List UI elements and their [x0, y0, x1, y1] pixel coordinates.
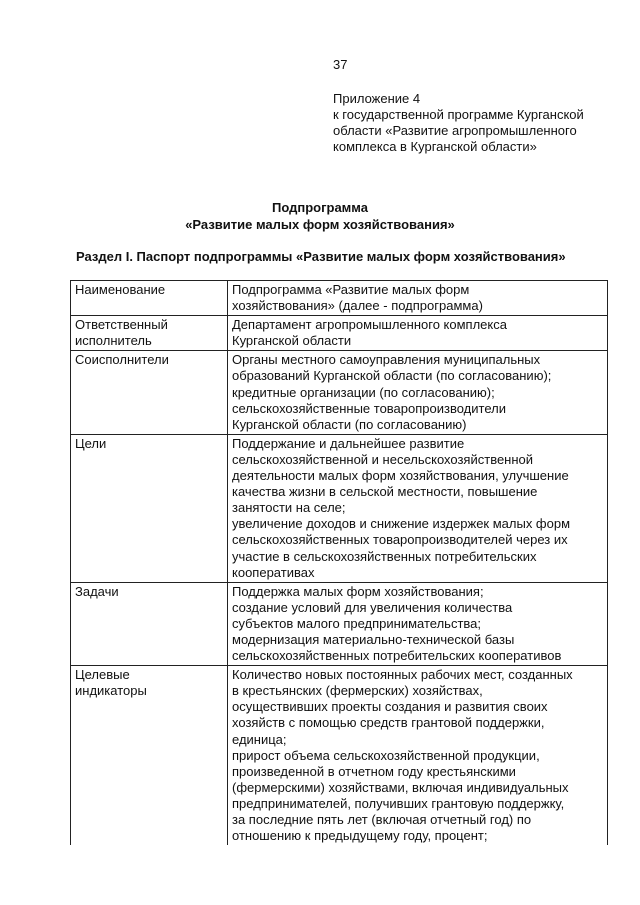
row-value-line: увеличение доходов и снижение издержек малых форм — [232, 516, 571, 532]
passport-table-body — [71, 281, 608, 846]
subprogram-name: «Развитие малых форм хозяйствования» — [185, 217, 455, 232]
row-label-cell — [71, 351, 228, 434]
row-value-line: Поддержка малых форм хозяйствования; — [232, 583, 484, 599]
row-label-line: Задачи — [75, 583, 119, 599]
row-label-cell — [71, 281, 228, 316]
table-row — [71, 582, 608, 665]
table-row — [71, 434, 608, 582]
appendix-note — [333, 91, 623, 155]
table-row — [71, 281, 608, 316]
subprogram-title: Подпрограмма — [272, 200, 368, 215]
appendix-line: к государственной программе Курганской — [333, 107, 584, 122]
row-value-line: Департамент агропромышленного комплекса — [232, 317, 507, 333]
row-value-line: хозяйствования» (далее - подпрограмма) — [232, 298, 483, 314]
row-value-line: кредитные организации (по согласованию); — [232, 384, 495, 400]
row-value-cell — [228, 666, 608, 846]
row-value-line: Подпрограмма «Развитие малых форм — [232, 282, 470, 297]
row-label-cell — [71, 666, 228, 846]
row-value-line: образований Курганской области (по согласованию); — [232, 368, 552, 384]
appendix-line: области «Развитие агропромышленного — [333, 123, 577, 138]
row-value-line: качества жизни в сельской местности, повышение — [232, 484, 538, 500]
row-label-line: Ответственный — [75, 317, 168, 333]
row-value-cell — [228, 434, 608, 582]
row-label-cell — [71, 434, 228, 582]
row-value-cell — [228, 281, 608, 316]
row-label-cell — [71, 316, 228, 351]
row-value-cell — [228, 351, 608, 434]
row-value-line: сельскохозяйственной и несельскохозяйственной — [232, 451, 534, 467]
section-heading: Раздел I. Паспорт подпрограммы «Развитие малых форм хозяйствования» — [76, 249, 566, 264]
row-value-line: Курганской области — [232, 333, 352, 349]
row-label-cell — [71, 582, 228, 665]
row-value-line: модернизация материально-технической базы — [232, 631, 515, 647]
appendix-line: Приложение 4 — [333, 91, 421, 106]
row-value-line: хозяйств с помощью средств грантовой поддержки, — [232, 715, 545, 731]
table-row — [71, 666, 608, 846]
row-value-line: единица; — [232, 731, 287, 747]
row-value-line: Поддержание и дальнейшее развитие — [232, 435, 465, 451]
row-value-line: отношению к предыдущему году, процент; — [232, 828, 488, 844]
row-value-cell — [228, 582, 608, 665]
row-value-line: сельскохозяйственные товаропроизводители — [232, 400, 506, 416]
row-value-line: прирост объема сельскохозяйственной продукции, — [232, 747, 540, 763]
row-label-line: исполнитель — [75, 333, 152, 349]
row-value-line: (фермерскими) хозяйствами, включая индивидуальных — [232, 779, 569, 795]
row-value-line: осуществивших проекты создания и развития своих — [232, 699, 548, 715]
row-value-cell — [228, 316, 608, 351]
table-row — [71, 351, 608, 434]
row-value-line: занятости на селе; — [232, 500, 346, 516]
row-value-line: Курганской области (по согласованию) — [232, 416, 467, 432]
row-value-line: участие в сельскохозяйственных потребительских — [232, 548, 537, 564]
row-label-line: Наименование — [75, 282, 166, 297]
row-value-line: за последние пять лет (включая отчетный год) по — [232, 812, 532, 827]
row-value-line: деятельности малых форм хозяйствования, улучшение — [232, 468, 569, 484]
page-number: 37 — [333, 57, 348, 72]
row-label-line: Цели — [75, 435, 107, 451]
row-label-line: Целевые — [75, 667, 130, 683]
row-value-line: создание условий для увеличения количества — [232, 599, 513, 615]
row-value-line: кооперативах — [232, 564, 315, 580]
row-value-line: сельскохозяйственных потребительских кооперативов — [232, 648, 562, 664]
row-value-line: субъектов малого предпринимательства; — [232, 615, 482, 631]
row-value-line: Количество новых постоянных рабочих мест, созданных — [232, 667, 573, 683]
row-value-line: в крестьянских (фермерских) хозяйствах, — [232, 683, 483, 699]
appendix-line: комплекса в Курганской области» — [333, 139, 537, 154]
table-row — [71, 316, 608, 351]
row-value-line: предпринимателей, получивших грантовую поддержку, — [232, 795, 565, 811]
row-label-line: Соисполнители — [75, 352, 169, 368]
passport-table — [70, 280, 608, 845]
row-label-line: индикаторы — [75, 683, 147, 699]
row-value-line: произведенной в отчетном году крестьянскими — [232, 763, 516, 779]
row-value-line: Органы местного самоуправления муниципальных — [232, 352, 541, 368]
row-value-line: сельскохозяйственных товаропроизводителей через их — [232, 532, 568, 548]
